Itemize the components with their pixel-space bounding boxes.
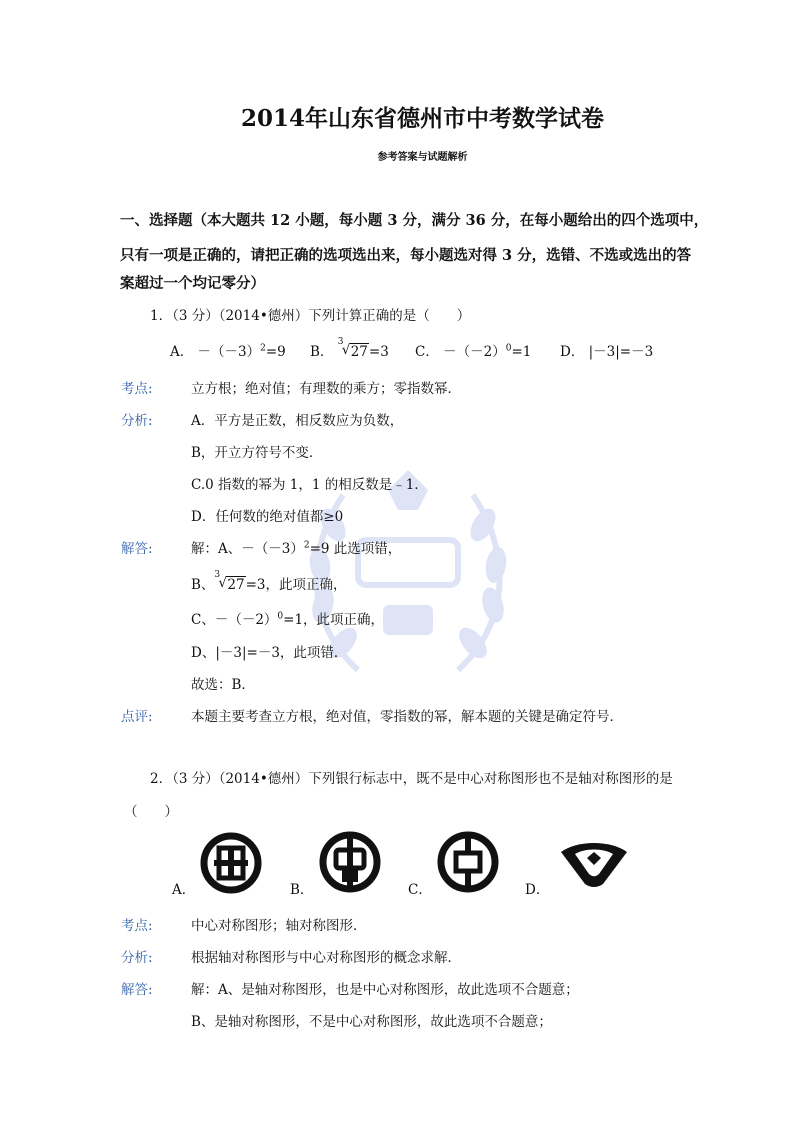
page-title: 2014年山东省德州市中考数学试卷 — [240, 105, 604, 132]
page-subtitle: 参考答案与试题解析 — [377, 152, 468, 163]
q1-dianping-label: 点评: — [121, 709, 153, 725]
bank-logo-a-icon — [200, 832, 262, 894]
q1-stem: 1．（3 分）（2014•德州）下列计算正确的是（ ） — [150, 308, 471, 324]
q1-jieda-line-5: 故选：B． — [191, 677, 255, 693]
bank-logo-b-icon — [318, 830, 382, 894]
q2-jieda-line-1: 解：A、是轴对称图形，也是中心对称图形，故此选项不合题意； — [191, 982, 579, 998]
q1-jieda-line-3: C、$-(-2)^0=1$，此项正确， — [191, 611, 385, 628]
bank-logo-c-icon — [436, 830, 500, 894]
section-heading-line-2: 只有一项是正确的，请把正确的选项选出来，每小题选对得 3 分，选错、不选或选出的答 — [120, 247, 692, 264]
q1-option-c: C． $-(-2)^0=1$ — [415, 343, 532, 360]
q1-fenxi-label: 分析: — [121, 413, 153, 429]
q1-kaodian-label: 考点: — [121, 381, 153, 397]
q1-option-b: B． 3 √ 27=3 — [310, 337, 389, 360]
q2-kaodian-label: 考点: — [121, 918, 153, 934]
q1-jieda-line-4: D、|－3|=－3，此项错． — [191, 645, 348, 661]
q1-fenxi-line-1: A．平方是正数，相反数应为负数， — [191, 413, 404, 429]
q1-fenxi-line-2: B，开立方符号不变． — [191, 445, 323, 461]
q2-fenxi-label: 分析: — [121, 950, 153, 966]
q1-option-a: A． $-(-3)^2=9$ — [170, 343, 286, 360]
section-heading-line-1: 一、选择题（本大题共 12 小题，每小题 3 分，满分 36 分，在每小题给出的四个选项中， — [120, 212, 709, 229]
section-heading-line-3: 案超过一个均记零分） — [120, 275, 265, 292]
q2-stem-line-2: （ ） — [124, 804, 178, 820]
q2-stem-line-1: 2．（3 分）（2014•德州）下列银行标志中，既不是中心对称图形也不是轴对称图形的是 — [150, 771, 673, 787]
q1-kaodian-text: 立方根；绝对值；有理数的乘方；零指数幂． — [191, 381, 461, 397]
q1-jieda-line-1: 解：A、$-(-3)^2=9$ 此选项错， — [191, 540, 402, 557]
q1-option-d: D． |－3|=－3 — [560, 344, 654, 360]
q1-fenxi-line-3: C.0 指数的幂为 1，1 的相反数是﹣1． — [191, 477, 428, 493]
q2-option-c: C． — [408, 882, 432, 898]
cube-root: 3 √ 27 — [337, 337, 368, 360]
q2-jieda-line-2: B、是轴对称图形，不是中心对称图形，故此选项不合题意； — [191, 1014, 552, 1030]
q2-option-d: D． — [525, 882, 550, 898]
q2-kaodian-text: 中心对称图形；轴对称图形． — [191, 918, 367, 934]
q1-dianping-text: 本题主要考查立方根，绝对值，零指数的幂，解本题的关键是确定符号． — [191, 709, 623, 725]
q2-option-b: B． — [290, 882, 314, 898]
bank-logo-d-icon — [557, 834, 631, 890]
q2-option-a: A． — [172, 882, 196, 898]
q1-jieda-label: 解答: — [121, 541, 153, 557]
q1-fenxi-line-4: D．任何数的绝对值都≥0 — [191, 509, 344, 525]
cube-root: 3 √ 27 — [214, 570, 245, 593]
q2-jieda-label: 解答: — [121, 982, 153, 998]
q1-jieda-line-2: B、 3 √ 27=3，此项正确， — [191, 570, 347, 593]
q2-fenxi-text: 根据轴对称图形与中心对称图形的概念求解． — [191, 950, 461, 966]
